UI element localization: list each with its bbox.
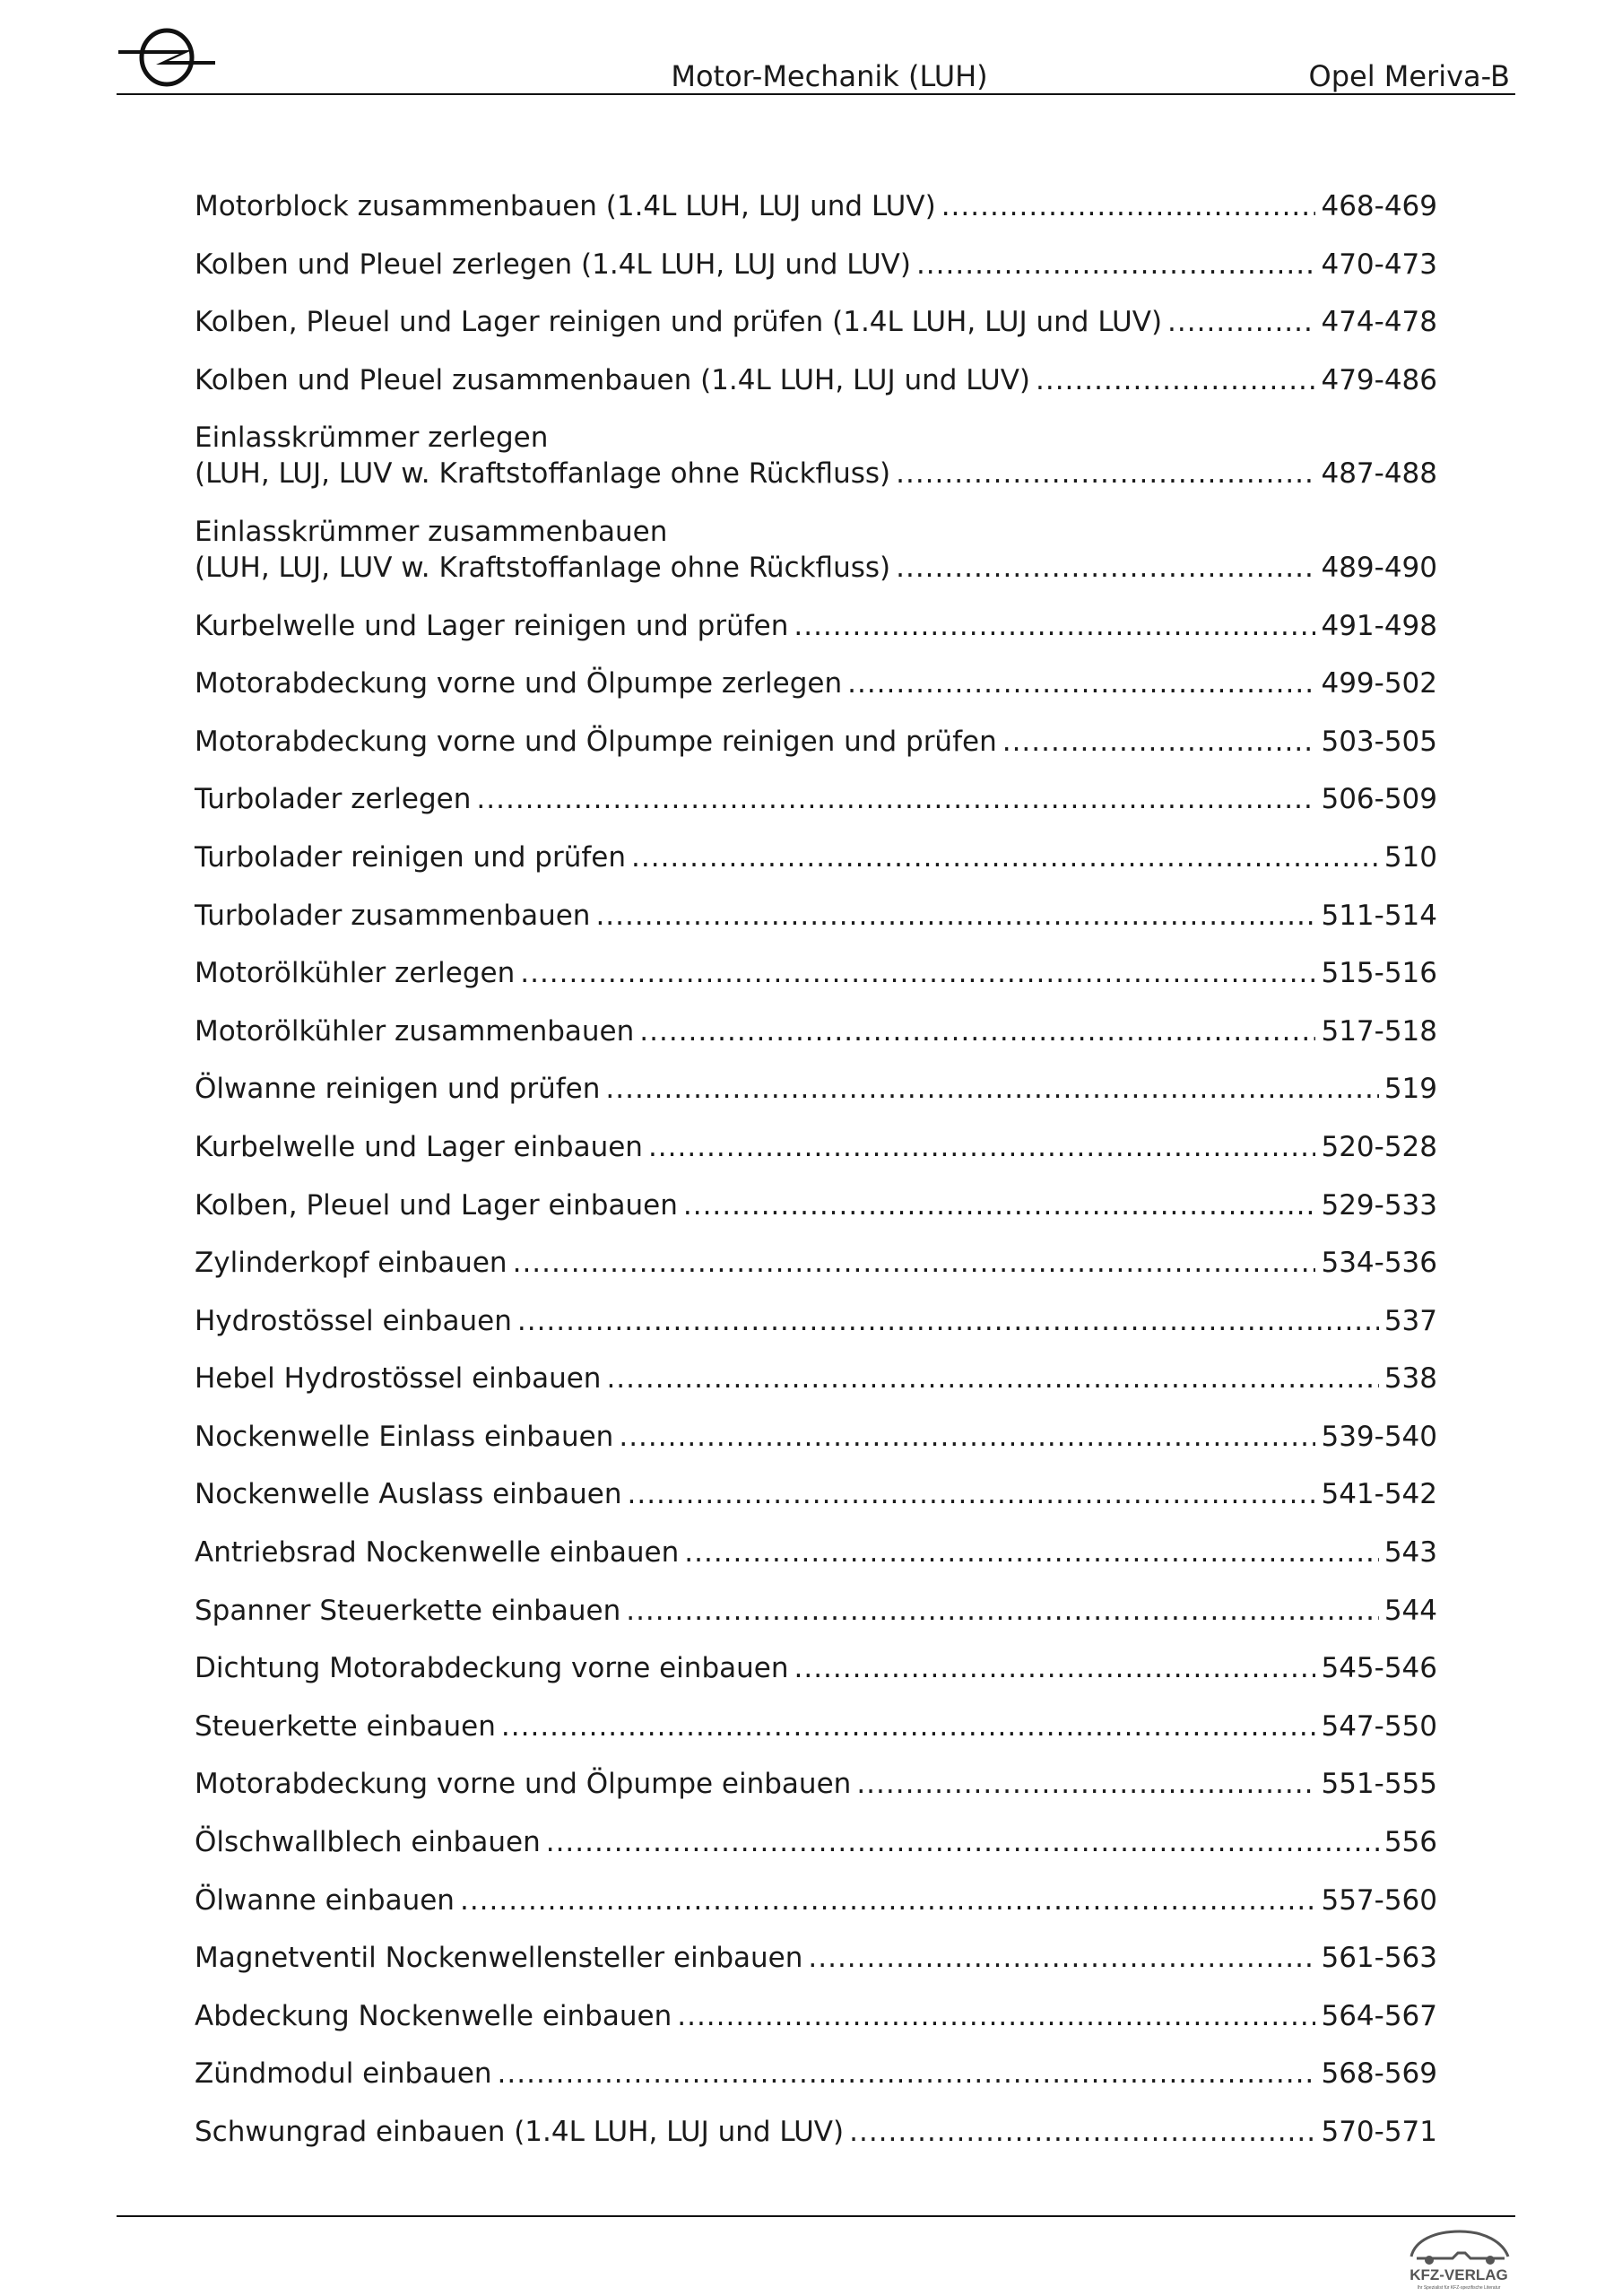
toc-entry-title: Magnetventil Nockenwellensteller einbauen [195,1942,803,1975]
dot-leader [626,1593,1379,1629]
toc-entry-line [195,1824,1437,1860]
toc-entry [195,1303,1437,1339]
toc-entry-title: Motorabdeckung vorne und Ölpumpe zerlegen [195,667,843,700]
toc-entry [195,1129,1437,1165]
page-header [117,27,1515,97]
dot-leader [677,1998,1315,2034]
dot-leader [628,1476,1316,1512]
toc-entry-title: Schwungrad einbauen (1.4L LUH, LUJ und LUV) [195,2116,845,2148]
toc-entry [195,1824,1437,1860]
toc-entry-title: Turbolader zusammenbauen [195,899,591,932]
toc-entry-title: Dichtung Motorabdeckung vorne einbauen [195,1652,789,1685]
toc-entry [195,1187,1437,1223]
toc-entry-title: Kolben und Pleuel zerlegen (1.4L LUH, LUJ und LUV) [195,248,911,281]
dot-leader [1002,724,1316,760]
table-of-contents [195,188,1437,2172]
dot-leader [808,1940,1315,1976]
toc-entry [195,1883,1437,1918]
toc-entry-line [195,665,1437,701]
toc-entry-line [195,1709,1437,1744]
toc-entry-line [195,1940,1437,1976]
toc-entry-line [195,1883,1437,1918]
toc-entry-title: Kolben, Pleuel und Lager reinigen und prüfen (1.4L LUH, LUJ und LUV) [195,306,1163,339]
toc-entry-title: Nockenwelle Einlass einbauen [195,1420,614,1453]
toc-entry-line [195,247,1437,283]
toc-entry-page: 539-540 [1321,1420,1437,1453]
toc-entry-page: 511-514 [1321,899,1437,932]
toc-entry-title: Kolben, Pleuel und Lager einbauen [195,1188,678,1222]
toc-entry-page: 541-542 [1321,1478,1437,1511]
toc-entry-page: 537 [1383,1304,1437,1337]
toc-entry-line [195,2114,1437,2150]
toc-entry-title: Motorabdeckung vorne und Ölpumpe einbauen [195,1768,852,1801]
toc-entry-page: 564-567 [1321,1999,1437,2032]
toc-entry-line [195,304,1437,340]
dot-leader [683,1187,1316,1223]
toc-entry [195,898,1437,934]
dot-leader [847,665,1315,701]
dot-leader [631,839,1379,875]
toc-entry-line [195,1129,1437,1165]
opel-blitz-logo-icon [117,27,217,88]
toc-entry-line [195,724,1437,760]
toc-entry [195,2056,1437,2092]
toc-entry-line [195,1245,1437,1281]
toc-entry-line [195,550,1437,586]
toc-entry-line [195,781,1437,817]
toc-entry [195,665,1437,701]
toc-entry-line [195,1187,1437,1223]
toc-entry [195,1419,1437,1455]
dot-leader [849,2114,1315,2150]
toc-entry-page: 517-518 [1321,1014,1437,1048]
toc-entry-line [195,898,1437,934]
toc-entry-title: Antriebsrad Nockenwelle einbauen [195,1536,680,1570]
toc-entry-line [195,955,1437,991]
header-model: Opel Meriva-B [1308,59,1510,93]
toc-entry-page: 470-473 [1321,248,1437,281]
toc-entry-line [195,1303,1437,1339]
toc-entry [195,247,1437,283]
toc-entry-title: (LUH, LUJ, LUV w. Kraftstoffanlage ohne Rückfluss) [195,551,891,584]
toc-entry-page: 489-490 [1321,551,1437,584]
toc-entry-page: 551-555 [1321,1768,1437,1801]
toc-entry-page: 468-469 [1321,190,1437,222]
dot-leader [517,1303,1379,1339]
dot-leader [1167,304,1315,340]
dot-leader [513,1245,1316,1281]
dot-leader [648,1129,1316,1165]
toc-entry-page: 520-528 [1321,1130,1437,1163]
dot-leader [460,1883,1316,1918]
toc-entry-title: (LUH, LUJ, LUV w. Kraftstoffanlage ohne Rückfluss) [195,457,891,491]
kfz-verlag-logo-icon [1399,2222,1520,2292]
toc-entry [195,1998,1437,2034]
toc-entry-line [195,1419,1437,1455]
toc-entry-line [195,188,1437,224]
toc-entry-page: 479-486 [1321,363,1437,396]
toc-entry-title: Kurbelwelle und Lager einbauen [195,1130,643,1163]
dot-leader [619,1419,1315,1455]
toc-entry [195,781,1437,817]
toc-entry-line [195,1013,1437,1049]
toc-entry [195,955,1437,991]
dot-leader [896,550,1315,586]
toc-entry-line [195,1476,1437,1512]
toc-entry-title: Turbolader zerlegen [195,783,472,816]
toc-entry-title: Ölwanne reinigen und prüfen [195,1073,601,1106]
toc-entry-title: Turbolader reinigen und prüfen [195,840,627,874]
toc-entry-line [195,1535,1437,1570]
toc-entry [195,1071,1437,1107]
toc-entry [195,1766,1437,1802]
toc-entry [195,420,1437,491]
toc-entry-line [195,839,1437,875]
toc-entry-title: Motorölkühler zusammenbauen [195,1014,635,1048]
toc-entry-line [195,1998,1437,2034]
toc-entry [195,1940,1437,1976]
toc-entry-page: 543 [1383,1536,1437,1570]
publisher-tagline: Ihr Spezialist für KFZ-spezifische Literatur [1417,2285,1501,2291]
dot-leader [501,1709,1316,1744]
toc-entry-line [195,1766,1437,1802]
footer-divider [117,2215,1515,2217]
toc-entry-title: Zylinderkopf einbauen [195,1247,507,1280]
dot-leader [639,1013,1315,1049]
toc-entry-line [195,1071,1437,1107]
header-divider [117,93,1515,95]
toc-entry-page: 474-478 [1321,306,1437,339]
toc-entry-line [195,456,1437,491]
toc-entry-page: 529-533 [1321,1188,1437,1222]
toc-entry-page: 538 [1383,1362,1437,1396]
toc-entry [195,188,1437,224]
toc-entry-page: 499-502 [1321,667,1437,700]
toc-entry-page: 487-488 [1321,457,1437,491]
dot-leader [606,1361,1378,1396]
toc-entry [195,1013,1437,1049]
dot-leader [1036,362,1315,398]
toc-entry [195,1476,1437,1512]
toc-entry-title: Abdeckung Nockenwelle einbauen [195,1999,672,2032]
toc-entry-page: 547-550 [1321,1709,1437,1743]
toc-entry-title: Kurbelwelle und Lager reinigen und prüfen [195,609,789,642]
toc-entry-title: Motorblock zusammenbauen (1.4L LUH, LUJ und LUV) [195,190,936,222]
toc-entry-title: Steuerkette einbauen [195,1709,496,1743]
publisher-logo-text: KFZ-VERLAG [1409,2266,1508,2283]
toc-entry [195,1245,1437,1281]
toc-entry-title: Hebel Hydrostössel einbauen [195,1362,602,1396]
dot-leader [794,1650,1316,1686]
toc-entry-page: 534-536 [1321,1247,1437,1280]
dot-leader [476,781,1315,817]
toc-entry-page: 515-516 [1321,957,1437,990]
toc-entry-line [195,1593,1437,1629]
toc-entry-page: 506-509 [1321,783,1437,816]
toc-entry-title-line1: Einlasskrümmer zusammenbauen [195,515,668,548]
dot-leader [896,456,1315,491]
toc-entry-line [195,1650,1437,1686]
toc-entry-title: Ölwanne einbauen [195,1883,455,1917]
toc-entry [195,304,1437,340]
toc-entry-line [195,608,1437,644]
toc-entry [195,1593,1437,1629]
toc-entry-title: Motorabdeckung vorne und Ölpumpe reinigen und prüfen [195,725,997,758]
toc-entry-line [195,1361,1437,1396]
toc-entry [195,839,1437,875]
dot-leader [595,898,1315,934]
toc-entry-page: 503-505 [1321,725,1437,758]
toc-entry-title: Ölschwallblech einbauen [195,1826,541,1859]
toc-entry-title: Motorölkühler zerlegen [195,957,516,990]
toc-entry [195,724,1437,760]
toc-entry-page: 561-563 [1321,1942,1437,1975]
toc-entry [195,514,1437,586]
toc-entry-title: Spanner Steuerkette einbauen [195,1594,621,1627]
header-title: Motor-Mechanik (LUH) [671,59,988,93]
toc-entry [195,1709,1437,1744]
dot-leader [941,188,1316,224]
dot-leader [546,1824,1379,1860]
toc-entry-line [195,2056,1437,2092]
toc-entry-title: Nockenwelle Auslass einbauen [195,1478,622,1511]
toc-entry [195,1650,1437,1686]
toc-entry-page: 570-571 [1321,2116,1437,2148]
toc-entry-page: 545-546 [1321,1652,1437,1685]
dot-leader [916,247,1316,283]
toc-entry [195,1361,1437,1396]
dot-leader [520,955,1315,991]
toc-entry-page: 510 [1383,840,1437,874]
toc-entry-title: Kolben und Pleuel zusammenbauen (1.4L LUH, LUJ und LUV) [195,363,1030,396]
toc-entry-page: 557-560 [1321,1883,1437,1917]
toc-entry-line [195,362,1437,398]
toc-entry [195,608,1437,644]
toc-entry-page: 491-498 [1321,609,1437,642]
dot-leader [856,1766,1315,1802]
toc-entry-title: Zündmodul einbauen [195,2057,492,2091]
toc-entry [195,362,1437,398]
toc-entry-page: 519 [1383,1073,1437,1106]
toc-entry-page: 568-569 [1321,2057,1437,2091]
dot-leader [498,2056,1316,2092]
dot-leader [605,1071,1378,1107]
toc-entry [195,1535,1437,1570]
toc-entry-page: 556 [1383,1826,1437,1859]
toc-entry [195,2114,1437,2150]
toc-entry-title: Hydrostössel einbauen [195,1304,512,1337]
dot-leader [794,608,1315,644]
dot-leader [684,1535,1379,1570]
toc-entry-page: 544 [1383,1594,1437,1627]
toc-entry-title-line1: Einlasskrümmer zerlegen [195,422,549,455]
